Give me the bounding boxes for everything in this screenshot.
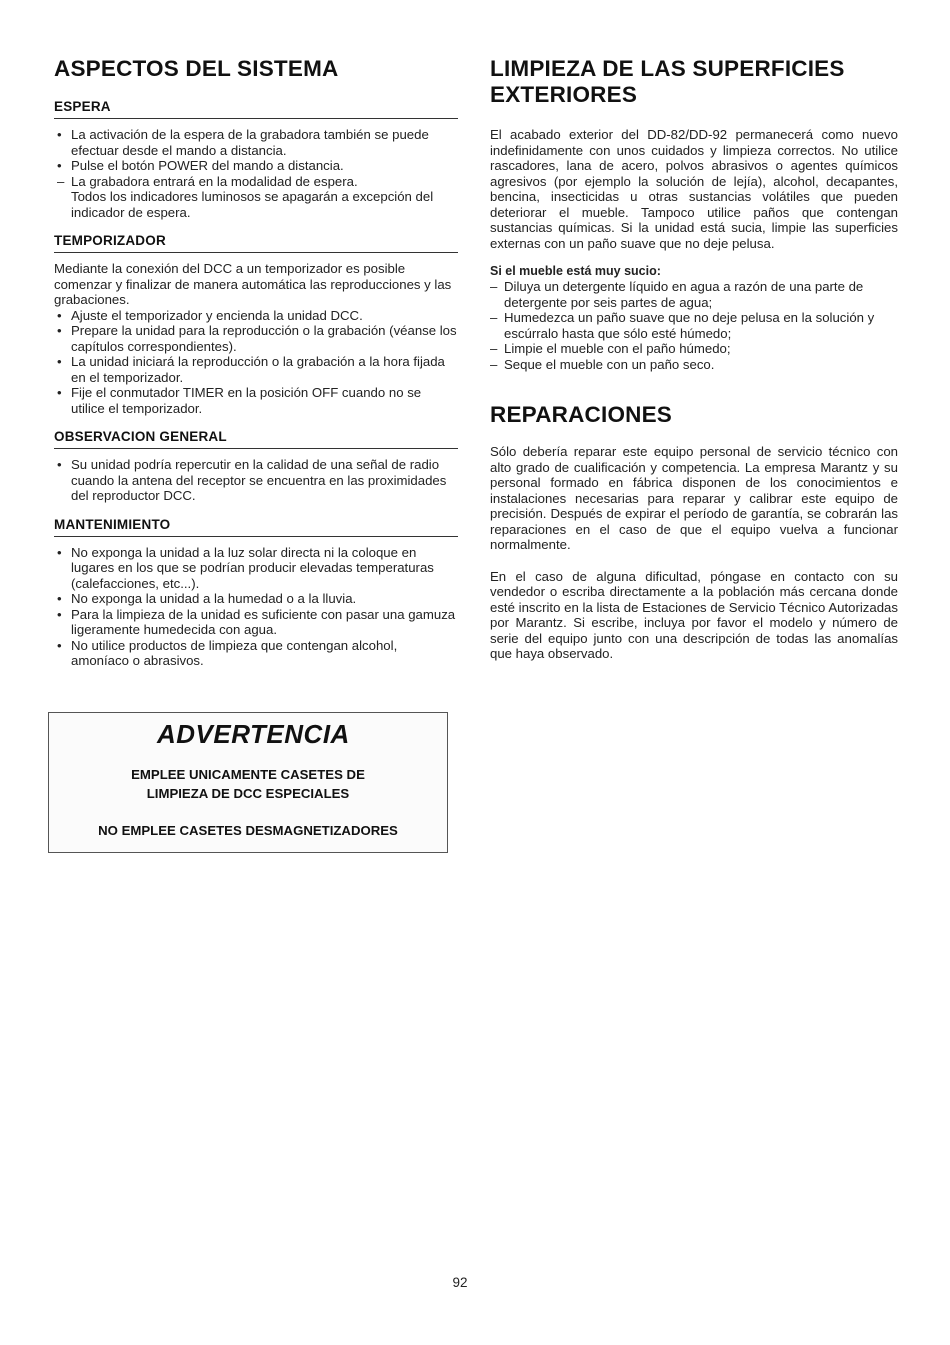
temporizador-intro: Mediante la conexión del DCC a un temporizador es posible comenzar y finalizar de manera automática las reproducciones y las grabaciones. — [54, 261, 452, 307]
list-item: • Para la limpieza de la unidad es suficiente con pasar una gamuza ligeramente humedecida con agua. — [57, 606, 456, 637]
advertencia-title: ADVERTENCIA — [157, 719, 350, 749]
list-item: • La unidad iniciará la reproducción o la grabación a la hora fijada en el temporizador. — [57, 354, 445, 385]
observacion-heading: OBSERVACION GENERAL — [54, 429, 458, 449]
dirty-steps — [490, 279, 898, 372]
list-item: • No utilice productos de limpieza que contengan alcohol, amoníaco o abrasivos. — [57, 637, 398, 668]
list-item: • No exponga la unidad a la humedad o a la lluvia. — [57, 591, 357, 606]
section-title-reparaciones: REPARACIONES — [490, 402, 673, 427]
list-item: • Pulse el botón POWER del mando a distancia. — [57, 158, 344, 173]
espera-list — [54, 127, 458, 189]
dirty-heading: Si el mueble está muy sucio: — [490, 264, 661, 278]
limpieza-paragraph: El acabado exterior del DD-82/DD-92 permanecerá como nuevo indefinidamente con unos cuidados y limpieza correctos. No utilice rascadores, lana de acero, polvos abrasivos o agentes químicos agresivos (por ejemplo la solución de lejía), alcohol, decapantes, bencina, insecticidas u otras sustancias volátiles que pueden deteriorar el mueble. Tampoco utilice paños que contengan sustancias químicas. Si la unidad está sucia, limpie las superficies externas con un paño suave que no deje pelusa. — [490, 127, 898, 251]
advertencia-line-3: NO EMPLEE CASETES DESMAGNETIZADORES — [98, 823, 398, 838]
page-number: 92 — [452, 1275, 468, 1290]
mantenimiento-section — [54, 517, 458, 669]
section-title-limpieza: LIMPIEZA DE LAS SUPERFICIES EXTERIORES — [490, 56, 845, 107]
list-item: – Diluya un detergente líquido en agua a razón de una parte de detergente por seis partes de agua; — [490, 279, 864, 310]
list-item: • Prepare la unidad para la reproducción o la grabación (véanse los capítulos correspondientes). — [57, 323, 457, 354]
list-item: – Seque el mueble con un paño seco. — [490, 356, 715, 372]
list-item: – Limpie el mueble con el paño húmedo; — [490, 341, 731, 356]
observacion-list — [54, 457, 458, 504]
list-item: – La grabadora entrará en la modalidad de espera. — [57, 173, 358, 189]
espera-continuation: Todos los indicadores luminosos se apagarán a excepción del indicador de espera. — [71, 189, 434, 220]
advertencia-box — [48, 712, 448, 853]
temporizador-list — [54, 308, 458, 417]
advertencia-line-1: EMPLEE UNICAMENTE CASETES DE — [131, 767, 365, 782]
list-item: • Fije el conmutador TIMER en la posición OFF cuando no se utilice el temporizador. — [57, 385, 422, 416]
list-item: • No exponga la unidad a la luz solar directa ni la coloque en lugares en los que se podrían producir elevadas temperaturas (calefacciones, etc...). — [57, 544, 434, 591]
list-item: • Su unidad podría repercutir en la calidad de una señal de radio cuando la antena del receptor se encuentra en las proximidades del reproductor DCC. — [57, 457, 447, 503]
right-column — [490, 56, 898, 662]
mantenimiento-heading: MANTENIMIENTO — [54, 517, 458, 537]
section-title-aspectos: ASPECTOS DEL SISTEMA — [54, 56, 339, 81]
list-item: – Humedezca un paño suave que no deje pelusa en la solución y escúrralo hasta que sólo esté húmedo; — [490, 310, 875, 341]
reparaciones-paragraph-1: Sólo debería reparar este equipo personal de servicio técnico con alto grado de cualificación y competencia. La empresa Marantz y su personal formado en fábrica disponen de los conocimientos e instalaciones necesarias para reparar y calibrar este equipo de precisión. Después de expirar el período de garantía, se cobrarán las reparaciones en el caso de que el equipo vuelva a funcionar normalmente. — [490, 444, 898, 552]
advertencia-line-2: LIMPIEZA DE DCC ESPECIALES — [146, 786, 350, 801]
temporizador-section — [54, 233, 458, 416]
espera-section — [54, 99, 458, 220]
reparaciones-paragraph-2: En el caso de alguna dificultad, póngase en contacto con su vendedor o escriba directamente a la población más cercana donde esté inscrito en la lista de Estaciones de Servicio Técnico Autorizadas por Marantz. Si escribe, incluya por favor el modelo y número de serie del equipo junto con una descripción de todas las anomalías que haya observado. — [490, 568, 898, 661]
temporizador-heading: TEMPORIZADOR — [54, 233, 458, 253]
left-column — [54, 56, 458, 669]
mantenimiento-list — [54, 545, 458, 669]
list-item: • Ajuste el temporizador y encienda la unidad DCC. — [57, 307, 363, 323]
list-item: • La activación de la espera de la grabadora también se puede efectuar desde el mando a distancia. — [57, 127, 429, 158]
espera-heading: ESPERA — [54, 99, 458, 119]
observacion-section — [54, 429, 458, 504]
